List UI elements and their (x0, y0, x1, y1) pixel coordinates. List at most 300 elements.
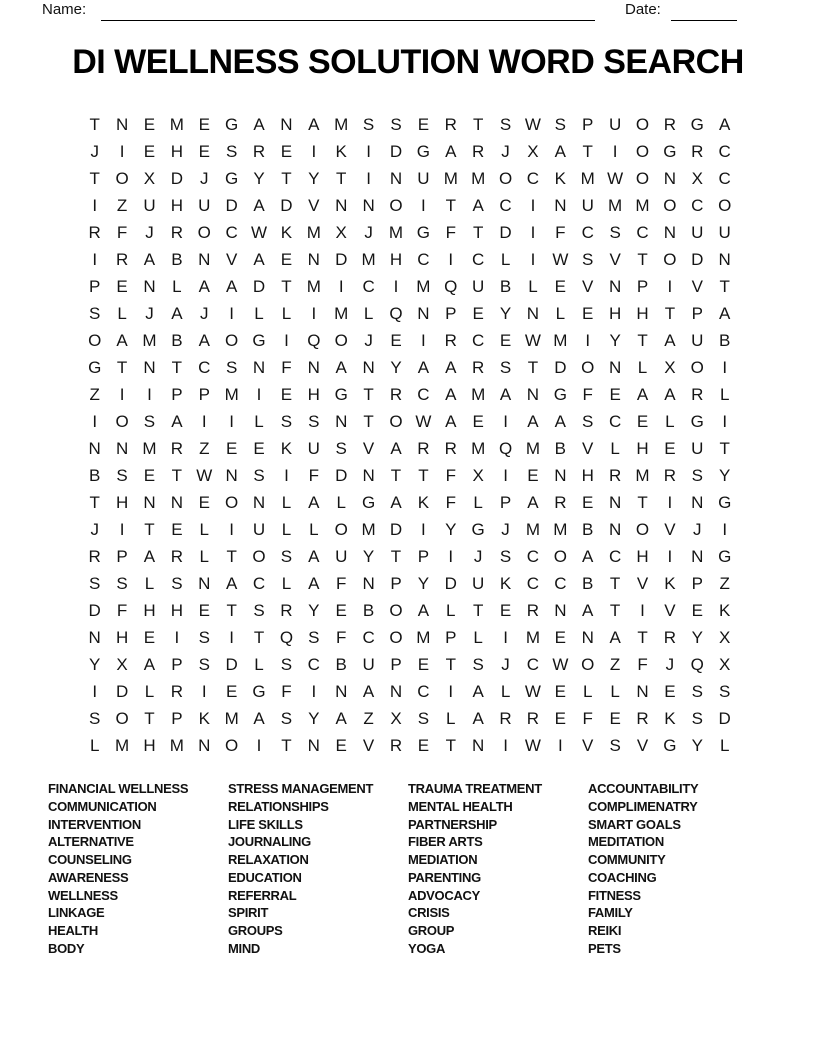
grid-letter: S (499, 114, 512, 134)
grid-letter: S (609, 222, 621, 242)
grid-letter: P (417, 546, 430, 566)
word-list-item: COMPLIMENATRY (588, 798, 698, 814)
grid-letter: G (252, 681, 266, 701)
grid-letter: Y (308, 168, 320, 188)
grid-letter: C (307, 654, 320, 674)
grid-letter: P (171, 384, 183, 404)
word-list-item: MEDIATION (408, 852, 478, 867)
grid-letter: A (445, 141, 457, 161)
word-list-item: ALTERNATIVE (48, 834, 134, 850)
grid-letter: E (636, 411, 649, 431)
grid-letter: O (197, 222, 211, 242)
grid-letter: Y (253, 168, 265, 188)
grid-letter: F (555, 222, 566, 242)
grid-letter: E (609, 384, 621, 404)
grid-letter: D (335, 465, 348, 485)
grid-letter: M (361, 519, 376, 539)
grid-letter: T (89, 114, 100, 134)
grid-letter: O (225, 330, 239, 350)
grid-letter: A (417, 600, 430, 620)
grid-letter: J (200, 303, 209, 323)
word-list-item: FITNESS (588, 887, 641, 903)
grid-letter: Q (444, 276, 458, 296)
grid-letter: G (553, 384, 567, 404)
grid-letter: T (445, 654, 456, 674)
grid-letter: C (362, 276, 375, 296)
grid-letter: A (417, 357, 430, 377)
grid-letter: T (226, 600, 237, 620)
grid-letter: O (635, 141, 650, 161)
grid-letter: I (640, 600, 645, 620)
grid-letter: J (693, 519, 702, 539)
grid-letter: I (338, 276, 344, 296)
grid-letter: B (362, 600, 375, 620)
grid-letter: E (116, 276, 128, 296)
grid-letter: X (390, 708, 402, 728)
grid-letter: F (281, 681, 292, 701)
grid-letter: M (525, 519, 541, 539)
grid-letter: E (554, 708, 566, 728)
grid-letter: O (334, 519, 348, 539)
grid-letter: R (499, 708, 512, 728)
grid-letter: V (582, 438, 594, 458)
word-list-item: WELLNESS (48, 887, 118, 903)
grid-letter: Z (609, 654, 621, 674)
grid-letter: Z (363, 708, 374, 728)
grid-letter: E (499, 330, 512, 350)
grid-letter: I (585, 330, 591, 350)
grid-letter: W (415, 411, 432, 431)
grid-letter: M (471, 384, 486, 404)
grid-letter: C (417, 249, 430, 269)
grid-letter: N (472, 735, 485, 755)
grid-letter: D (389, 519, 403, 539)
word-list-item: INTERVENTION (48, 816, 141, 832)
grid-letter: J (145, 222, 154, 242)
word-list-item: YOGA (408, 940, 446, 956)
grid-letter: I (256, 384, 262, 404)
grid-letter: F (445, 465, 456, 485)
grid-letter: E (225, 681, 238, 701)
grid-letter: I (174, 627, 180, 647)
grid-letter: S (582, 411, 594, 431)
grid-letter: T (171, 465, 183, 485)
grid-letter: R (663, 627, 677, 647)
word-list-item: COUNSELING (48, 852, 132, 867)
grid-letter: A (198, 330, 210, 350)
grid-letter: P (171, 654, 183, 674)
grid-letter: O (115, 168, 129, 188)
grid-letter: M (553, 519, 568, 539)
grid-letter: I (421, 195, 426, 215)
grid-letter: E (253, 438, 265, 458)
grid-letter: I (448, 681, 454, 701)
grid-letter: I (667, 492, 673, 512)
grid-letter: P (171, 708, 183, 728)
grid-letter: R (88, 546, 101, 566)
grid-letter: Y (308, 600, 320, 620)
grid-letter: O (389, 600, 403, 620)
grid-letter: C (417, 384, 430, 404)
grid-letter: V (308, 195, 320, 215)
grid-letter: T (637, 249, 648, 269)
grid-letter: R (691, 141, 704, 161)
grid-letter: A (472, 708, 484, 728)
grid-letter: M (608, 195, 623, 215)
grid-letter: N (389, 168, 403, 188)
grid-letter: H (170, 141, 183, 161)
date-label: Date: (625, 1, 661, 18)
grid-letter: X (664, 357, 676, 377)
grid-letter: I (229, 627, 235, 647)
word-list-item: RELATIONSHIPS (228, 798, 329, 814)
word-list (0, 780, 816, 965)
grid-letter: N (198, 735, 211, 755)
word-list-item: COMMUNICATION (48, 798, 157, 814)
grid-letter: I (722, 411, 728, 431)
grid-letter: S (280, 708, 293, 728)
grid-letter: Y (390, 357, 402, 377)
grid-letter: M (635, 195, 650, 215)
grid-letter: X (691, 168, 703, 188)
grid-letter: G (416, 141, 430, 161)
grid-letter: O (115, 708, 129, 728)
grid-letter: R (170, 681, 183, 701)
grid-letter: K (664, 708, 676, 728)
grid-letter: T (637, 627, 648, 647)
grid-letter: A (445, 357, 457, 377)
grid-letter: Y (362, 546, 375, 566)
grid-letter: N (636, 681, 649, 701)
grid-letter: K (417, 492, 430, 512)
grid-letter: O (252, 546, 266, 566)
grid-letter: L (610, 438, 620, 458)
grid-letter: U (417, 168, 430, 188)
grid-letter: D (252, 276, 266, 296)
grid-letter: R (444, 438, 457, 458)
grid-letter: I (448, 249, 454, 269)
grid-letter: G (690, 114, 704, 134)
grid-letter: A (527, 411, 539, 431)
grid-letter: O (389, 195, 403, 215)
grid-letter: O (690, 357, 704, 377)
grid-letter: N (252, 357, 266, 377)
grid-letter: D (499, 222, 512, 242)
grid-letter: D (170, 168, 183, 188)
grid-letter: I (366, 141, 371, 161)
grid-letter: T (171, 357, 183, 377)
grid-letter: E (582, 492, 594, 512)
grid-letter: T (89, 492, 100, 512)
grid-letter: R (472, 141, 485, 161)
grid-letter: Y (691, 627, 703, 647)
grid-letter: W (251, 222, 268, 242)
grid-letter: E (198, 492, 210, 512)
grid-letter: N (143, 276, 156, 296)
grid-letter: S (308, 411, 320, 431)
grid-letter: S (89, 573, 101, 593)
grid-letter: I (311, 681, 317, 701)
grid-letter: B (719, 330, 731, 350)
grid-letter: F (336, 627, 347, 647)
grid-letter: I (92, 195, 98, 215)
grid-letter: I (667, 546, 673, 566)
grid-letter: N (417, 303, 430, 323)
grid-letter: M (388, 222, 404, 242)
grid-letter: J (364, 222, 373, 242)
grid-letter: I (147, 384, 152, 404)
grid-letter: H (307, 384, 320, 404)
grid-letter: D (225, 654, 238, 674)
grid-letter: A (719, 114, 731, 134)
grid-letter: C (526, 573, 540, 593)
grid-letter: I (503, 627, 508, 647)
grid-letter: G (225, 114, 239, 134)
grid-letter: A (582, 546, 594, 566)
grid-letter: H (115, 492, 129, 512)
grid-letter: I (311, 303, 317, 323)
grid-letter: L (117, 303, 127, 323)
grid-letter: K (554, 168, 566, 188)
word-list-item: PETS (588, 940, 621, 956)
grid-letter: I (201, 681, 207, 701)
grid-letter: N (225, 465, 238, 485)
grid-letter: H (636, 438, 649, 458)
grid-letter: X (335, 222, 347, 242)
grid-letter: W (196, 465, 213, 485)
grid-letter: E (499, 600, 512, 620)
grid-letter: M (553, 330, 568, 350)
grid-letter: O (718, 195, 732, 215)
grid-letter: L (446, 600, 456, 620)
grid-letter: I (92, 249, 98, 269)
grid-letter: S (89, 708, 101, 728)
grid-letter: S (116, 465, 128, 485)
grid-letter: R (252, 141, 266, 161)
grid-letter: Y (719, 465, 731, 485)
grid-letter: R (472, 357, 485, 377)
grid-letter: T (336, 168, 347, 188)
grid-letter: L (500, 681, 511, 701)
grid-letter: I (421, 330, 426, 350)
grid-letter: H (608, 303, 622, 323)
grid-letter: B (171, 249, 183, 269)
grid-letter: R (636, 708, 649, 728)
grid-letter: L (528, 276, 538, 296)
grid-letter: P (691, 573, 703, 593)
grid-letter: T (363, 384, 374, 404)
grid-letter: R (663, 114, 677, 134)
grid-letter: L (446, 708, 456, 728)
grid-letter: D (389, 141, 403, 161)
grid-letter: T (144, 519, 155, 539)
grid-letter: M (635, 465, 650, 485)
grid-letter: N (389, 681, 403, 701)
grid-letter: L (719, 735, 730, 755)
word-list-item: COMMUNITY (588, 852, 666, 867)
grid-letter: T (472, 600, 484, 620)
grid-letter: C (472, 249, 485, 269)
grid-letter: A (582, 600, 594, 620)
grid-letter: I (448, 546, 454, 566)
grid-letter: S (499, 357, 512, 377)
grid-letter: A (390, 438, 402, 458)
grid-letter: Y (691, 735, 703, 755)
grid-letter: V (225, 249, 238, 269)
grid-letter: N (608, 492, 622, 512)
grid-letter: A (719, 303, 731, 323)
grid-letter: L (281, 573, 292, 593)
grid-letter: V (362, 735, 375, 755)
grid-letter: I (119, 141, 125, 161)
grid-letter: U (362, 654, 375, 674)
grid-letter: I (557, 735, 563, 755)
grid-letter: J (665, 654, 675, 674)
grid-letter: E (198, 600, 210, 620)
grid-letter: E (171, 519, 183, 539)
word-list-item: LINKAGE (48, 905, 105, 921)
grid-letter: M (443, 168, 458, 188)
grid-letter: K (280, 438, 293, 458)
grid-letter: I (229, 519, 235, 539)
grid-letter: S (390, 114, 402, 134)
grid-letter: M (416, 276, 431, 296)
grid-letter: I (256, 735, 262, 755)
grid-letter: P (691, 303, 703, 323)
grid-letter: A (308, 573, 320, 593)
grid-letter: Y (89, 654, 101, 674)
word-list-item: CRISIS (408, 905, 450, 921)
grid-letter: M (306, 276, 321, 296)
grid-letter: R (88, 222, 101, 242)
grid-letter: T (281, 168, 292, 188)
grid-letter: G (663, 141, 677, 161)
grid-letter: N (608, 276, 622, 296)
grid-letter: T (445, 195, 456, 215)
grid-letter: R (526, 708, 540, 728)
word-list-item: SPIRIT (228, 905, 269, 921)
grid-letter: J (501, 519, 510, 539)
grid-letter: S (417, 708, 430, 728)
word-list-item: FAMILY (588, 905, 633, 921)
grid-letter: L (719, 384, 730, 404)
word-list-item: JOURNALING (228, 834, 311, 850)
grid-letter: J (473, 546, 483, 566)
grid-letter: I (722, 519, 728, 539)
grid-letter: S (198, 627, 210, 647)
word-list-item: REFERRAL (228, 887, 297, 903)
grid-letter: A (308, 492, 320, 512)
grid-letter: U (472, 276, 485, 296)
grid-letter: O (88, 330, 102, 350)
word-list-item: MIND (228, 940, 261, 956)
grid-letter: A (253, 708, 265, 728)
grid-letter: S (719, 681, 731, 701)
word-list-column (588, 780, 698, 958)
grid-letter: L (254, 654, 264, 674)
grid-letter: Z (719, 573, 730, 593)
grid-letter: E (554, 627, 566, 647)
grid-letter: R (280, 600, 293, 620)
grid-letter: G (690, 411, 704, 431)
grid-letter: V (636, 573, 649, 593)
grid-letter: R (554, 492, 567, 512)
grid-letter: G (663, 735, 677, 755)
grid-letter: X (719, 627, 731, 647)
word-list-item: TRAUMA TREATMENT (408, 781, 542, 796)
name-fill-line (101, 20, 595, 21)
grid-letter: A (335, 708, 347, 728)
grid-letter: C (581, 222, 594, 242)
grid-letter: E (664, 438, 676, 458)
grid-letter: N (526, 384, 540, 404)
grid-letter: K (198, 708, 210, 728)
grid-letter: L (582, 681, 593, 701)
grid-letter: L (172, 276, 182, 296)
grid-letter: M (306, 222, 321, 242)
grid-letter: M (142, 438, 157, 458)
grid-letter: U (252, 519, 266, 539)
grid-letter: T (637, 330, 648, 350)
grid-letter: S (499, 546, 512, 566)
grid-letter: Z (89, 384, 100, 404)
page-title: DI WELLNESS SOLUTION WORD SEARCH (72, 43, 744, 81)
grid-letter: S (89, 303, 101, 323)
grid-letter: E (335, 600, 347, 620)
grid-letter: Y (308, 708, 320, 728)
grid-letter: N (143, 492, 156, 512)
grid-letter: E (143, 465, 156, 485)
grid-letter: T (609, 573, 621, 593)
grid-letter: T (390, 465, 402, 485)
grid-letter: G (361, 492, 376, 512)
grid-letter: U (198, 195, 211, 215)
grid-letter: G (471, 519, 485, 539)
grid-letter: O (225, 492, 239, 512)
grid-letter: S (280, 546, 293, 566)
grid-letter: T (281, 735, 292, 755)
grid-letter: E (143, 114, 156, 134)
grid-letter: T (664, 303, 676, 323)
grid-letter: M (334, 114, 349, 134)
grid-letter: E (225, 438, 238, 458)
grid-letter: N (88, 627, 101, 647)
grid-letter: M (416, 627, 431, 647)
grid-letter: T (637, 492, 648, 512)
grid-letter: N (608, 519, 622, 539)
grid-letter: F (582, 384, 593, 404)
grid-letter: R (608, 465, 622, 485)
grid-letter: F (445, 222, 456, 242)
grid-letter: F (336, 573, 347, 593)
grid-letter: M (169, 735, 184, 755)
grid-letter: U (608, 114, 622, 134)
grid-letter: I (503, 735, 508, 755)
grid-letter: V (664, 600, 676, 620)
grid-letter: A (253, 249, 265, 269)
grid-letter: L (665, 411, 675, 431)
grid-letter: I (311, 141, 317, 161)
grid-letter: R (444, 330, 457, 350)
grid-letter: H (115, 627, 129, 647)
grid-letter: F (116, 222, 128, 242)
grid-letter: U (143, 195, 156, 215)
grid-letter: I (503, 411, 508, 431)
grid-letter: S (609, 735, 621, 755)
grid-letter: E (143, 627, 156, 647)
grid-letter: H (170, 195, 183, 215)
grid-letter: C (499, 195, 512, 215)
